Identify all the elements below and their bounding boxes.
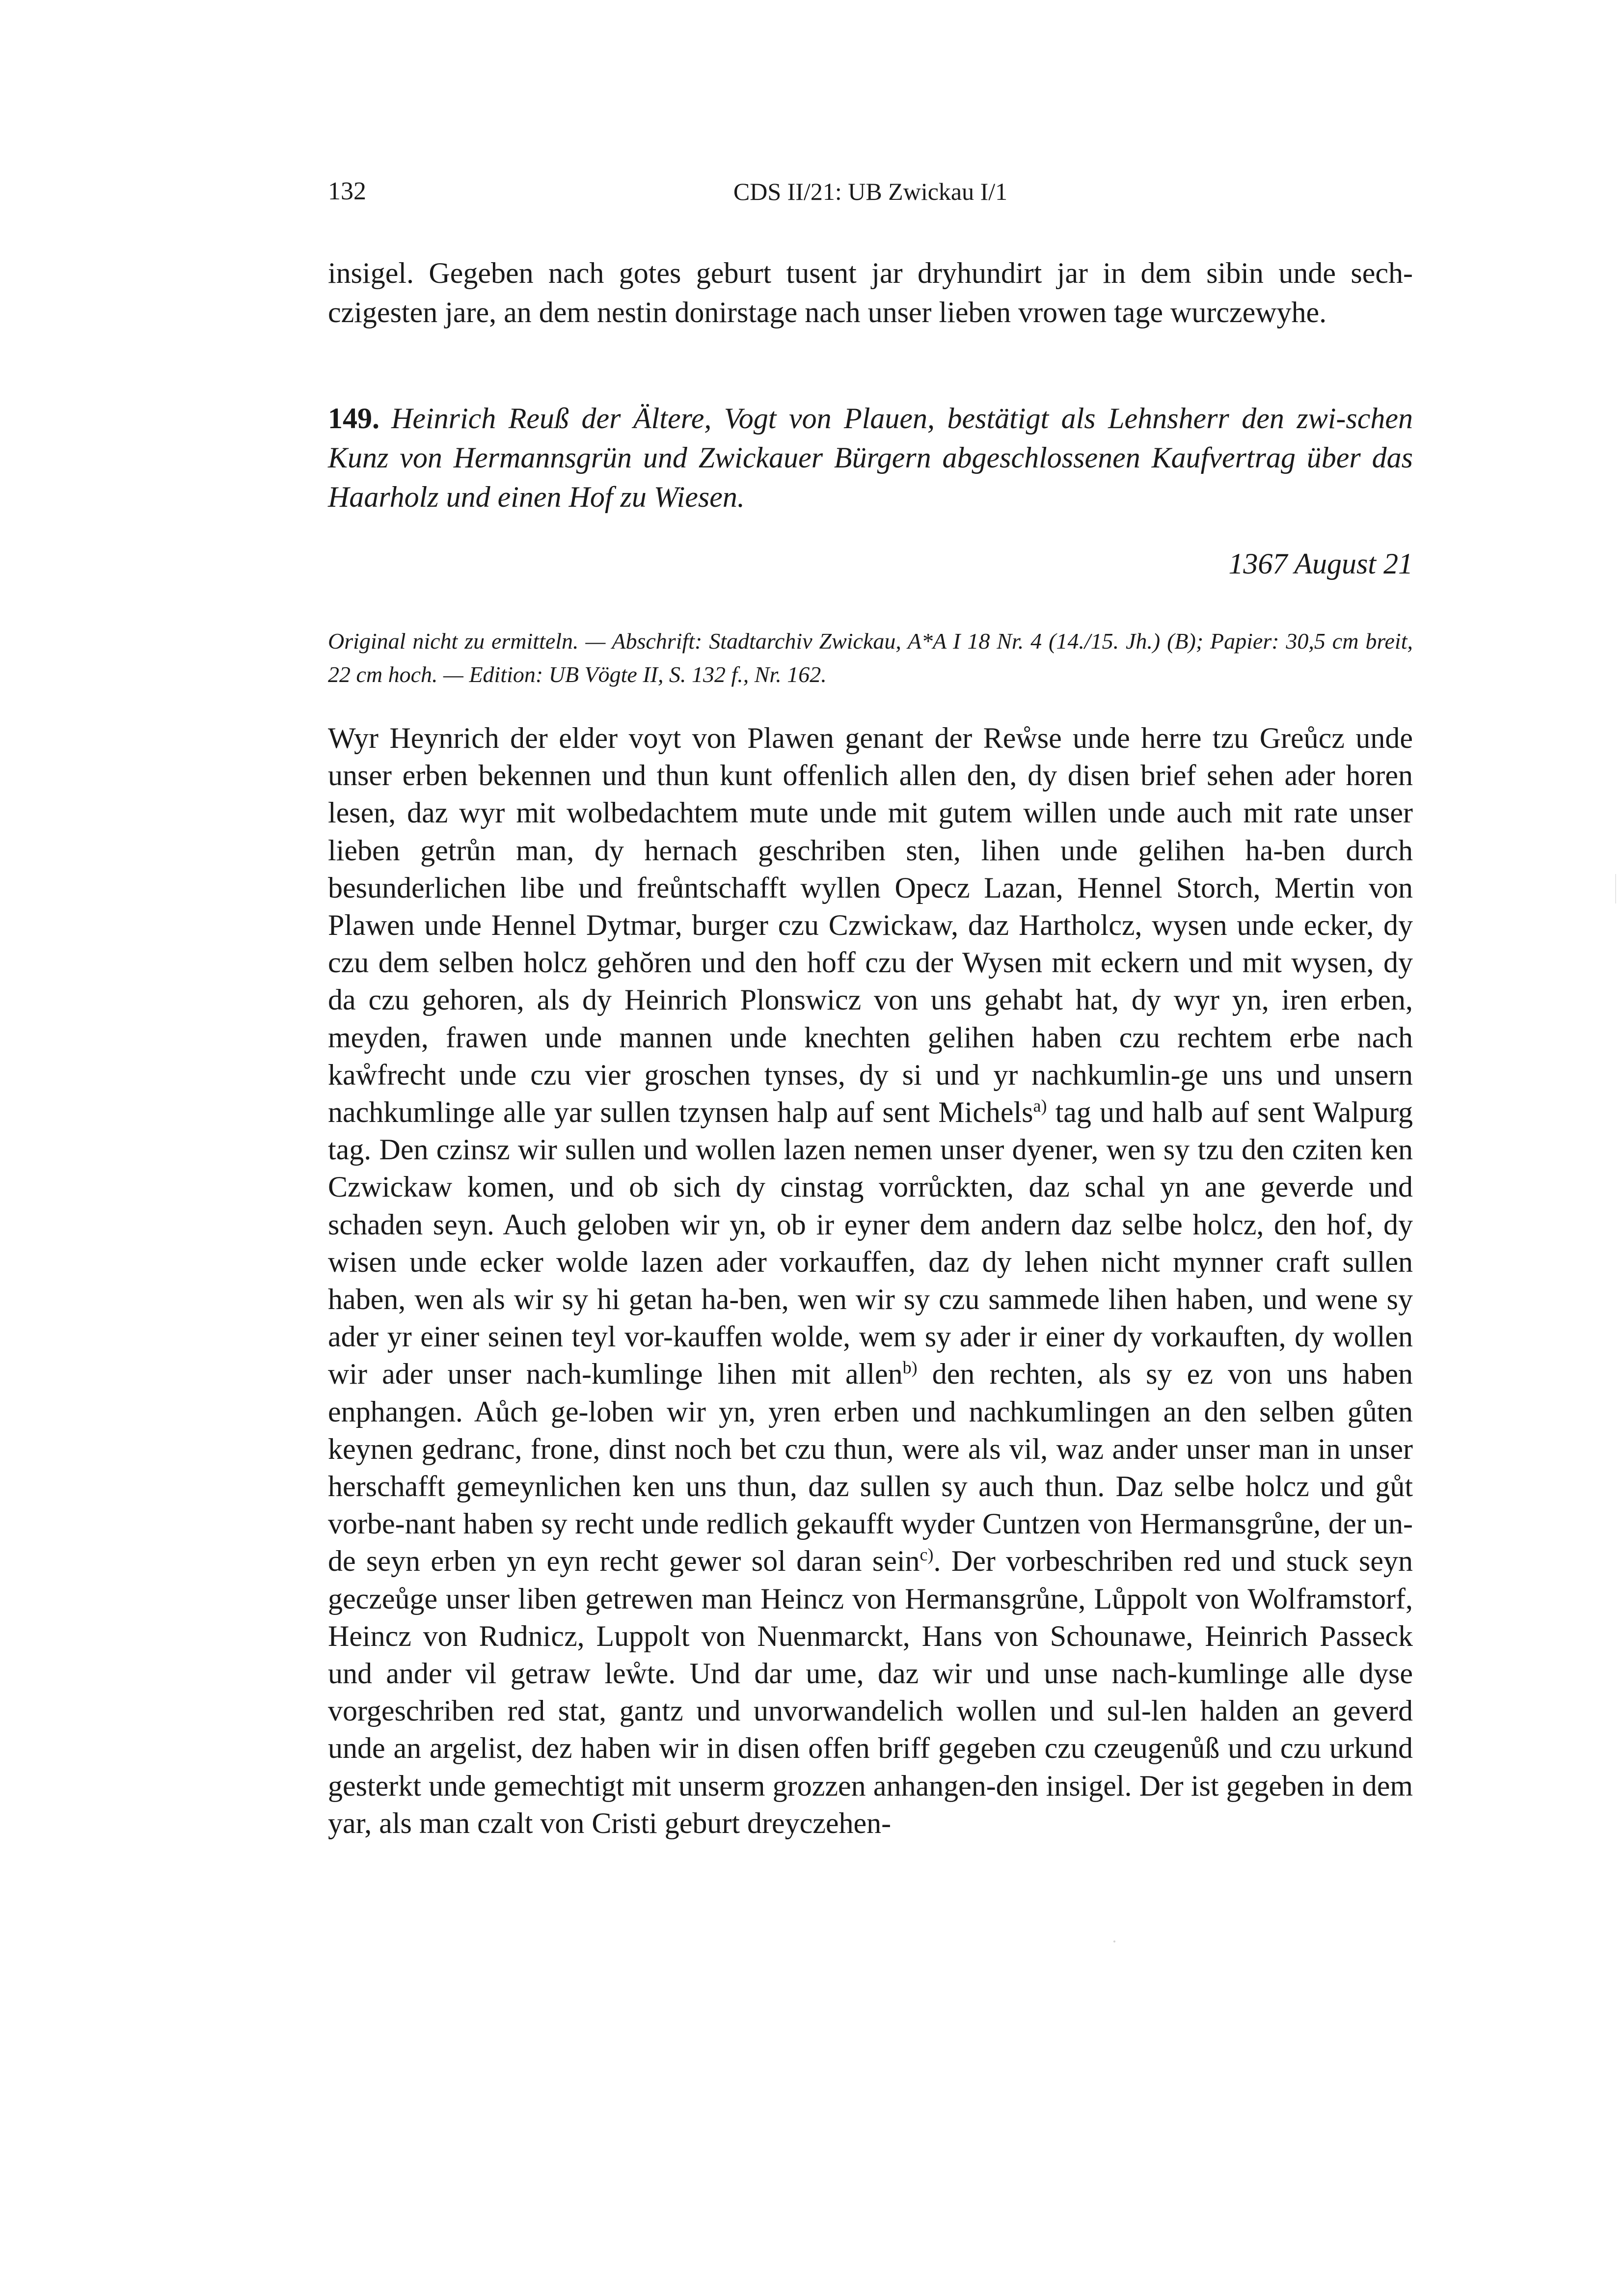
body-text-part-1: Wyr Heynrich der elder voyt von Plawen genant der Reẘse unde herre tzu Greůcz unde unser erben bekennen und thun kunt offenlich allen den, dy disen brief sehen ader horen lesen, daz wyr mit wolbedachtem mute unde mit gutem willen unde auch mit rate unser lieben getrůn man, dy hernach geschriben sten, lihen unde gelihen ha-ben durch besunderlichen libe und freůntschafft wyllen Opecz Lazan, Hennel Storch, Mertin von Plawen unde Hennel Dytmar, burger czu Czwickaw, daz Hartholcz, wysen unde ecker, dy czu dem selben holcz gehŏren und den hoff czu der Wysen mit eckern und mit wysen, dy da czu gehoren, als dy Heinrich Plonswicz von uns gehabt hat, dy wyr yn, iren erben, meyden, frawen unde mannen unde knechten gelihen haben czu rechtem erbe nach kaẘfrecht unde czu vier groschen tynses, dy si und yr nachkumlin-ge uns und unsern nachkumlinge alle yar sullen tzynsen halp auf sent Michels	[328, 722, 1413, 1129]
page-header	[328, 174, 1413, 209]
entry-regest: Heinrich Reuß der Ältere, Vogt von Plauen, bestätigt als Lehnsherr den zwi-schen Kunz von Hermannsgrün und Zwickauer Bürgern abgeschlossenen Kaufvertrag über das Haarholz und einen Hof zu Wiesen.	[328, 402, 1413, 513]
entry-heading	[328, 399, 1413, 517]
footnote-marker-c: c)	[920, 1545, 934, 1565]
document-body-text	[328, 719, 1413, 1842]
entry-number: 149.	[328, 402, 379, 435]
footnote-marker-a: a)	[1033, 1096, 1047, 1116]
continuation-paragraph: insigel. Gegeben nach gotes geburt tusent jar dryhundirt jar in dem sibin unde sech-czigesten jare, an dem nestin donirstage nach unser lieben vrowen tage wurczewyhe.	[328, 257, 1413, 328]
body-text-part-2: tag und halb auf sent Walpurg tag. Den czinsz wir sullen und wollen lazen nemen unser dyener, wen sy tzu den cziten ken Czwickaw komen, und ob sich dy cinstag vorrůckten, daz schal yn ane geverde und schaden seyn. Auch geloben wir yn, ob ir eyner dem andern daz selbe holcz, den hof, dy wisen unde ecker wolde lazen ader vorkauffen, daz dy lehen nicht mynner craft sullen haben, wen als wir sy hi getan ha-ben, wen wir sy czu sammede lihen haben, und wene sy ader yr einer seinen teyl vor-kauffen wolde, wem sy ader ir einer dy vorkauften, dy wollen wir ader unser nach-kumlinge lihen mit allen	[328, 1096, 1413, 1391]
page-number: 132	[328, 177, 366, 205]
footnote-marker-b: b)	[902, 1358, 918, 1378]
source-note: Original nicht zu ermitteln. — Abschrift: Stadtarchiv Zwickau, A*A I 18 Nr. 4 (14./15. Jh.) (B); Papier: 30,5 cm breit, 22 cm hoch. — Edition: UB Vögte II, S. 132 f., Nr. 162.	[328, 629, 1413, 687]
scan-edge-mark	[1615, 874, 1616, 903]
running-title: CDS II/21: UB Zwickau I/1	[733, 178, 1008, 205]
scan-speck	[1113, 1941, 1115, 1942]
body-text-part-4: . Der vorbeschriben red und stuck seyn geczeůge unser liben getrewen man Heincz von Hermansgrůne, Lůppolt von Wolframstorf, Heincz von Rudnicz, Luppolt von Nuenmarckt, Hans von Schounawe, Heinrich Passeck und ander vil getraw leẘte. Und dar ume, daz wir und unse nach-kumlinge alle dyse vorgeschriben red stat, gantz und unvorwandelich wollen und sul-len halden an geverd unde an argelist, dez haben wir in disen offen briff gegeben czu czeugenůß und czu urkund gesterkt unde gemechtigt mit unserm grozzen anhangen-den insigel. Der ist gegeben in dem yar, als man czalt von Cristi geburt dreyczehen-	[328, 1545, 1413, 1839]
entry-date: 1367 August 21	[1228, 547, 1413, 580]
body-text-part-3: den rechten, als sy ez von uns haben enphangen. Aůch ge-loben wir yn, yren erben und nachkumlingen an den selben gůten keynen gedranc, frone, dinst noch bet czu thun, were als vil, waz ander unser man in unser herschafft gemeynlichen ken uns thun, daz sullen sy auch thun. Daz selbe holcz und gůt vorbe-nant haben sy recht unde redlich gekaufft wyder Cuntzen von Hermansgrůne, der un-de seyn erben yn eyn recht gewer sol daran sein	[328, 1358, 1413, 1578]
